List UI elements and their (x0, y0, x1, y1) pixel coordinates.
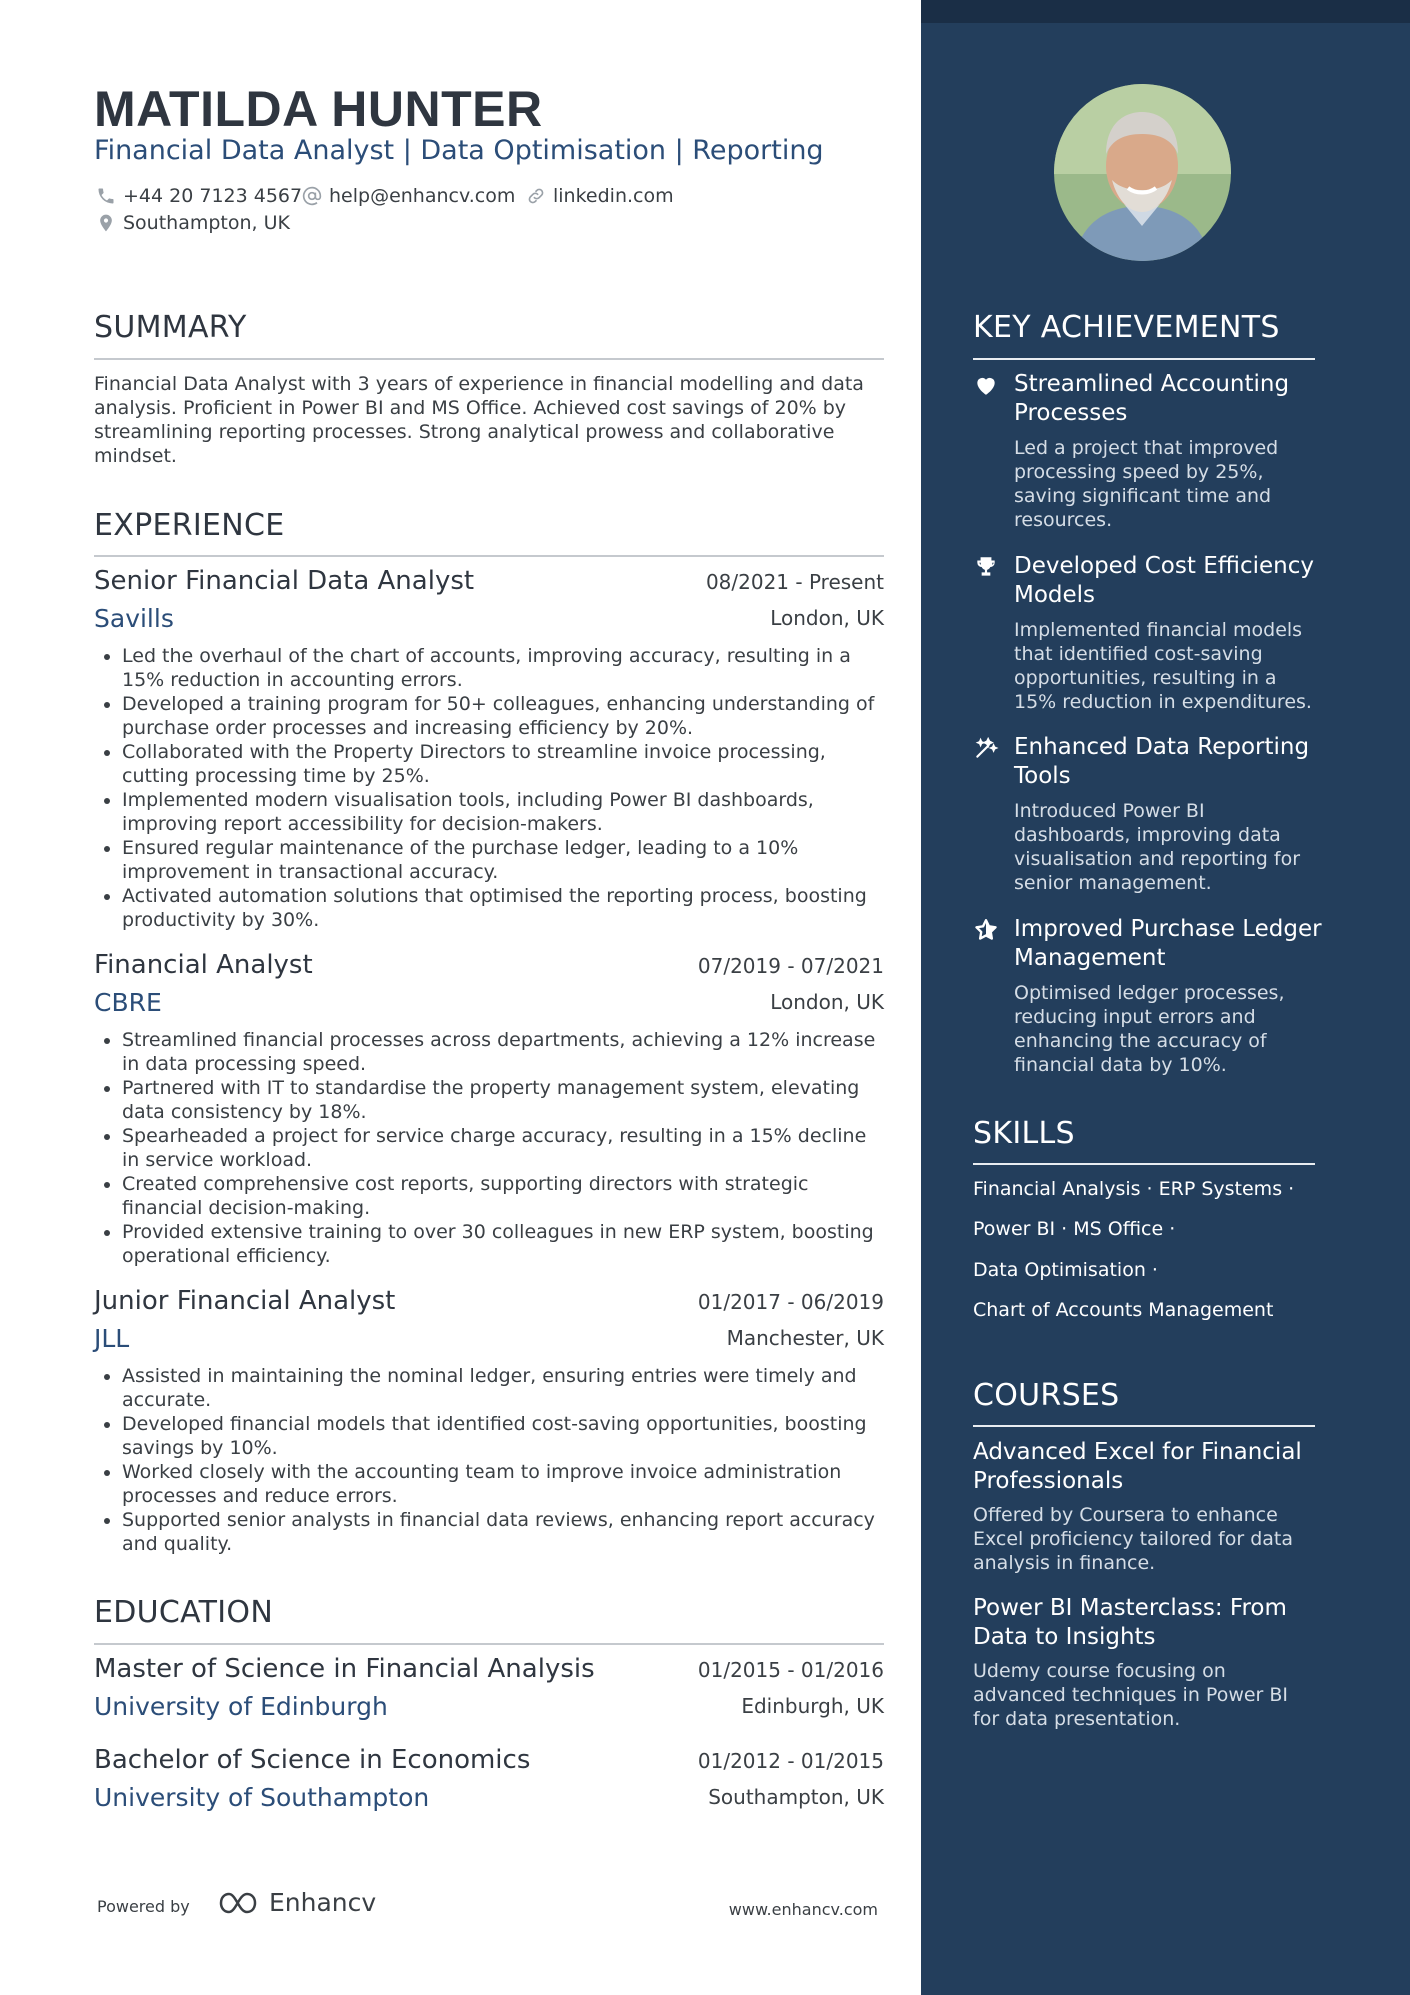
skills-divider (973, 1163, 1315, 1165)
heart-icon (973, 372, 999, 398)
skills-line: Chart of Accounts Management (973, 1299, 1274, 1321)
bullet-item: • Spearheaded a project for service charge accuracy, resulting in a 15% decline in service workload. (122, 1124, 884, 1172)
location-pin-icon (96, 213, 116, 233)
skills-line: Data Optimisation · (973, 1259, 1158, 1281)
achievements-heading: KEY ACHIEVEMENTS (973, 310, 1280, 345)
job-company: CBRE (94, 988, 162, 1017)
school-name: University of Edinburgh (94, 1692, 388, 1721)
job-company: JLL (94, 1324, 130, 1353)
course-title: Advanced Excel for Financial Professionals (973, 1439, 1302, 1494)
job-title: Senior Financial Data Analyst (94, 566, 475, 596)
education-entry (94, 1745, 884, 1823)
footer-url[interactable]: www.enhancv.com (728, 1900, 878, 1919)
job-dates: 08/2021 - Present (705, 570, 884, 594)
email-text: help@enhancv.com (329, 185, 516, 207)
courses-divider (973, 1425, 1315, 1427)
job-entry (94, 566, 884, 932)
bullet-item: • Created comprehensive cost reports, supporting directors with strategic financial decision-making. (122, 1172, 884, 1220)
course-description: Udemy course focusing on advanced techniques in Power BI for data presentation. (973, 1660, 1289, 1730)
school-name: University of Southampton (94, 1783, 430, 1812)
achievement-description: Led a project that improved processing speed by 25%, saving significant time and resources. (1014, 437, 1279, 531)
bullet-item: • Collaborated with the Property Directors to streamline invoice processing, cutting processing time by 25%. (122, 740, 884, 788)
achievement-title: Enhanced Data Reporting Tools (1014, 734, 1310, 789)
experience-divider (94, 555, 884, 557)
link-icon (526, 186, 546, 206)
bullet-item: • Implemented modern visualisation tools, including Power BI dashboards, improving report accessibility for decision-makers. (122, 788, 884, 836)
skills-line: Power BI · MS Office · (973, 1218, 1176, 1240)
school-location: Southampton, UK (708, 1785, 884, 1809)
phone-icon (96, 186, 116, 206)
star-icon (973, 917, 999, 943)
summary-divider (94, 358, 884, 360)
course-title: Power BI Masterclass: From Data to Insights (973, 1595, 1287, 1650)
phone-contact[interactable] (96, 185, 302, 207)
trophy-icon (973, 554, 999, 580)
sidebar-top-bar (921, 0, 1410, 23)
job-dates: 01/2017 - 06/2019 (697, 1290, 884, 1314)
magic-wand-icon (973, 735, 999, 761)
summary-text: Financial Data Analyst with 3 years of experience in financial modelling and data analysis. Proficient in Power BI and MS Office. Achieved cost savings of 20% by streamlining reporting processes. Strong analytical prowess and collaborative mindset. (94, 373, 864, 467)
job-title: Junior Financial Analyst (94, 1286, 396, 1316)
course-description: Offered by Coursera to enhance Excel proficiency tailored for data analysis in finance. (973, 1504, 1294, 1574)
linkedin-contact[interactable] (526, 185, 674, 207)
experience-heading: EXPERIENCE (94, 508, 285, 543)
achievement-description: Optimised ledger processes, reducing input errors and enhancing the accuracy of financial data by 10%. (1014, 982, 1285, 1076)
courses-heading: COURSES (973, 1378, 1120, 1413)
job-title: Financial Analyst (94, 950, 313, 980)
bullet-item: • Developed financial models that identified cost-saving opportunities, boosting savings by 10%. (122, 1412, 884, 1460)
link-text: linkedin.com (553, 185, 674, 207)
bullet-item: • Activated automation solutions that optimised the reporting process, boosting productivity by 30%. (122, 884, 884, 932)
bullet-item: • Partnered with IT to standardise the property management system, elevating data consistency by 18%. (122, 1076, 884, 1124)
job-bullets (94, 1028, 884, 1268)
education-heading: EDUCATION (94, 1595, 274, 1630)
email-contact[interactable] (302, 185, 515, 207)
achievement-title: Streamlined Accounting Processes (1014, 371, 1290, 426)
job-bullets (94, 1364, 884, 1556)
job-bullets (94, 644, 884, 932)
bullet-item: • Ensured regular maintenance of the purchase ledger, leading to a 10% improvement in transactional accuracy. (122, 836, 884, 884)
bullet-item: • Streamlined financial processes across departments, achieving a 12% increase in data processing speed. (122, 1028, 884, 1076)
education-divider (94, 1643, 884, 1645)
achievement-description: Introduced Power BI dashboards, improving data visualisation and reporting for senior management. (1014, 800, 1301, 894)
bullet-item: • Supported senior analysts in financial data reviews, enhancing report accuracy and quality. (122, 1508, 884, 1556)
candidate-name: MATILDA HUNTER (94, 81, 543, 137)
degree-title: Master of Science in Financial Analysis (94, 1654, 595, 1684)
at-icon (302, 186, 322, 206)
job-entry (94, 950, 884, 1268)
job-location: Manchester, UK (726, 1326, 884, 1350)
enhancv-mark-icon (217, 1890, 265, 1916)
achievement-title: Developed Cost Efficiency Models (1014, 553, 1314, 608)
degree-title: Bachelor of Science in Economics (94, 1745, 531, 1775)
education-entry (94, 1654, 884, 1732)
bullet-item: • Assisted in maintaining the nominal ledger, ensuring entries were timely and accurate. (122, 1364, 884, 1412)
summary-heading: SUMMARY (94, 310, 247, 345)
job-entry (94, 1286, 884, 1556)
job-company: Savills (94, 604, 174, 633)
phone-text: +44 20 7123 4567 (123, 185, 303, 207)
skills-line: Financial Analysis · ERP Systems · (973, 1178, 1295, 1200)
job-location: London, UK (770, 990, 884, 1014)
enhancv-logo[interactable] (217, 1888, 376, 1917)
location-contact (96, 212, 290, 234)
enhancv-logo-text: Enhancv (269, 1888, 377, 1917)
education-dates: 01/2012 - 01/2015 (697, 1749, 884, 1773)
job-dates: 07/2019 - 07/2021 (697, 954, 884, 978)
education-dates: 01/2015 - 01/2016 (697, 1658, 884, 1682)
bullet-item: • Provided extensive training to over 30 colleagues in new ERP system, boosting operational efficiency. (122, 1220, 884, 1268)
headline: Financial Data Analyst | Data Optimisation | Reporting (94, 135, 824, 166)
skills-heading: SKILLS (973, 1116, 1075, 1151)
achievement-description: Implemented financial models that identified cost-saving opportunities, resulting in a 15% reduction in expenditures. (1014, 619, 1312, 713)
bullet-item: • Led the overhaul of the chart of accounts, improving accuracy, resulting in a 15% reduction in accounting errors. (122, 644, 884, 692)
job-location: London, UK (770, 606, 884, 630)
school-location: Edinburgh, UK (741, 1694, 884, 1718)
powered-by-label: Powered by (97, 1897, 190, 1916)
profile-photo (1054, 84, 1231, 261)
achievement-title: Improved Purchase Ledger Management (1014, 916, 1322, 971)
bullet-item: • Developed a training program for 50+ colleagues, enhancing understanding of purchase order processes and increasing efficiency by 20%. (122, 692, 884, 740)
location-text: Southampton, UK (123, 212, 290, 234)
bullet-item: • Worked closely with the accounting team to improve invoice administration processes and reduce errors. (122, 1460, 884, 1508)
achievements-divider (973, 358, 1315, 360)
